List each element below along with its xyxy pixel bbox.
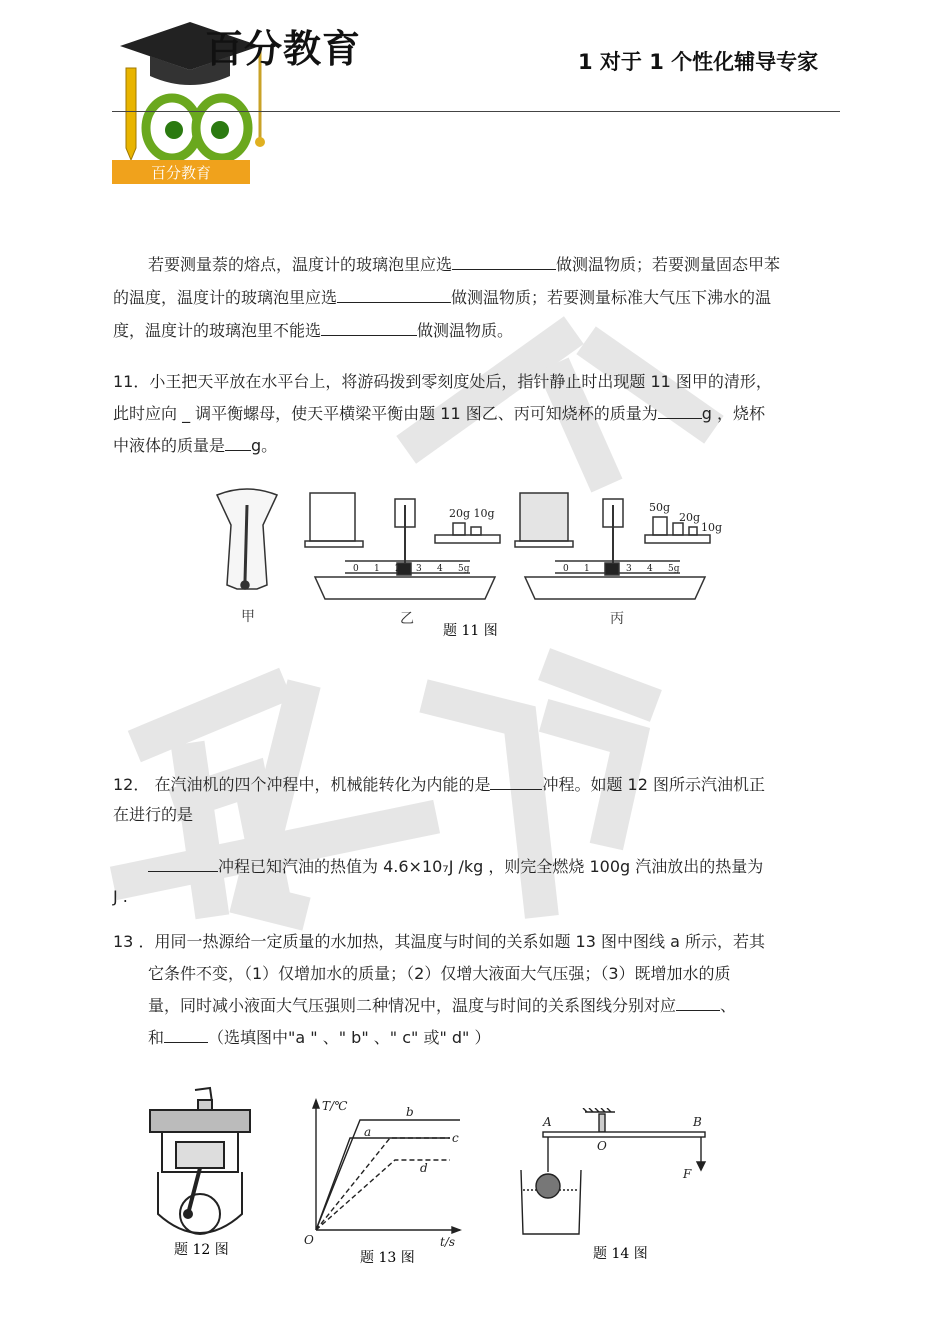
- q12-text-4: 冲程已知汽油的热值为 4.6×10₇J /kg ，则完全燃烧 100g 汽油放出的热量为: [218, 857, 764, 876]
- q11-text-1: 11．小王把天平放在水平台上，将游码拨到零刻度处后，指针静止时出现题 11 图甲的清形，: [113, 372, 772, 391]
- q11-blank-1[interactable]: [658, 402, 702, 419]
- figure-14: [515, 1108, 725, 1263]
- header-divider: [112, 111, 840, 112]
- fig11-label-jia: 甲: [241, 609, 255, 625]
- fig13-label-a: a: [364, 1125, 372, 1139]
- fig11-label-bing: 丙: [610, 611, 624, 627]
- q11-blank-2[interactable]: [225, 434, 251, 451]
- q13-text-6: （选填图中"a " 、" b" 、" c" 或" d" ）: [208, 1028, 491, 1047]
- q12-text-5: J .: [113, 887, 128, 906]
- ruler-number: 2: [395, 564, 401, 574]
- fig13-line-d: [316, 1160, 450, 1230]
- q13-text-4: 、: [720, 996, 737, 1015]
- fig11-label-yi: 乙: [400, 611, 414, 627]
- fig14-caption: 题 14 图: [593, 1246, 648, 1262]
- fig13-line-b: [316, 1120, 460, 1230]
- q10-text-6: 做测温物质。: [417, 321, 514, 340]
- fig14-label-B: B: [693, 1115, 702, 1129]
- ruler-number: 1: [584, 564, 590, 574]
- ruler-number: 1: [374, 564, 380, 574]
- q13-text-2: 它条件不变，（1）仅增加水的质量；（2）仅增大液面大气压强；（3）既增加水的质: [148, 964, 731, 983]
- q12-blank-1[interactable]: [490, 773, 542, 790]
- fig13-line-c: [316, 1138, 450, 1230]
- header-slogan: 1 对于 1 个性化辅导专家: [578, 50, 819, 74]
- question-12: [113, 770, 833, 912]
- q12-text-2: 冲程。如题 12 图所示汽油机正: [542, 775, 765, 794]
- q10-blank-3[interactable]: [321, 319, 417, 336]
- q13-text-5: 和: [148, 1028, 165, 1047]
- ruler-number: 0: [563, 564, 569, 574]
- fig11-bing-w2: 20g: [679, 511, 701, 524]
- q10-text-5: 度，温度计的玻璃泡里不能选: [113, 321, 322, 340]
- question-13: [113, 926, 833, 1054]
- fig13-origin: O: [304, 1233, 314, 1247]
- q12-blank-2[interactable]: [148, 855, 218, 872]
- figure-12: [140, 1082, 260, 1262]
- q10-text-3: 的温度，温度计的玻璃泡里应选: [113, 288, 338, 307]
- ruler-number: 2: [605, 564, 611, 574]
- fig13-ylabel: T/℃: [322, 1099, 348, 1113]
- q11-text-2: 此时应向 _ 调平衡螺母，使天平横梁平衡由题 11 图乙、丙可知烧杯的质量为: [113, 404, 658, 423]
- q11-text-5: g。: [251, 436, 278, 455]
- fig13-xlabel: t/s: [440, 1235, 456, 1249]
- figure-11: [205, 485, 735, 645]
- fig13-caption: 题 13 图: [360, 1250, 415, 1265]
- ruler-number: 5g: [668, 564, 680, 574]
- ruler-number: 0: [353, 564, 359, 574]
- ruler-number: 3: [416, 564, 422, 574]
- fig12-caption: 题 12 图: [174, 1242, 229, 1258]
- q13-text-1: 13 ．用同一热源给一定质量的水加热，其温度与时间的关系如题 13 图中图线 a 所示，若其: [113, 932, 765, 951]
- q12-text-1: 12． 在汽油机的四个冲程中，机械能转化为内能的是: [113, 775, 491, 794]
- ruler-number: 4: [647, 564, 653, 574]
- fig14-label-O: O: [597, 1139, 607, 1153]
- q12-text-3: 在进行的是: [113, 805, 194, 824]
- q13-text-3: 量，同时减小液面大气压强则二种情况中，温度与时间的关系图线分别对应: [148, 996, 677, 1015]
- q13-blank-2[interactable]: [164, 1026, 208, 1043]
- figure-13: [300, 1090, 470, 1265]
- logo-text: 百分教育: [150, 164, 212, 182]
- question-10: [113, 248, 828, 347]
- q10-text-2: 做测温物质；若要测量固态甲苯: [556, 255, 781, 274]
- fig11-caption: 题 11 图: [443, 623, 498, 639]
- fig13-label-d: d: [420, 1161, 428, 1175]
- q10-blank-1[interactable]: [452, 253, 556, 270]
- q10-blank-2[interactable]: [337, 286, 451, 303]
- fig11-bing-w1: 50g: [649, 501, 671, 514]
- q10-text-4: 做测温物质；若要测量标准大气压下沸水的温: [451, 288, 772, 307]
- q11-text-4: 中液体的质量是: [113, 436, 226, 455]
- fig14-label-F: F: [683, 1167, 692, 1181]
- ruler-number: 3: [626, 564, 632, 574]
- ruler-number: 4: [437, 564, 443, 574]
- fig14-label-A: A: [543, 1115, 552, 1129]
- ruler-number: 5g: [458, 564, 470, 574]
- fig11-bing-w3: 10g: [701, 521, 723, 534]
- fig13-label-c: c: [452, 1131, 459, 1145]
- question-11: [113, 366, 833, 462]
- q10-text-1: 若要测量萘的熔点，温度计的玻璃泡里应选: [148, 255, 453, 274]
- brand-title: 百分教育: [205, 27, 362, 71]
- fig11-yi-weights: 20g 10g: [449, 507, 495, 520]
- q11-text-3: g ，烧杯: [701, 404, 765, 423]
- q13-blank-1[interactable]: [676, 994, 720, 1011]
- fig13-label-b: b: [406, 1105, 414, 1119]
- fig13-line-a: [316, 1138, 450, 1230]
